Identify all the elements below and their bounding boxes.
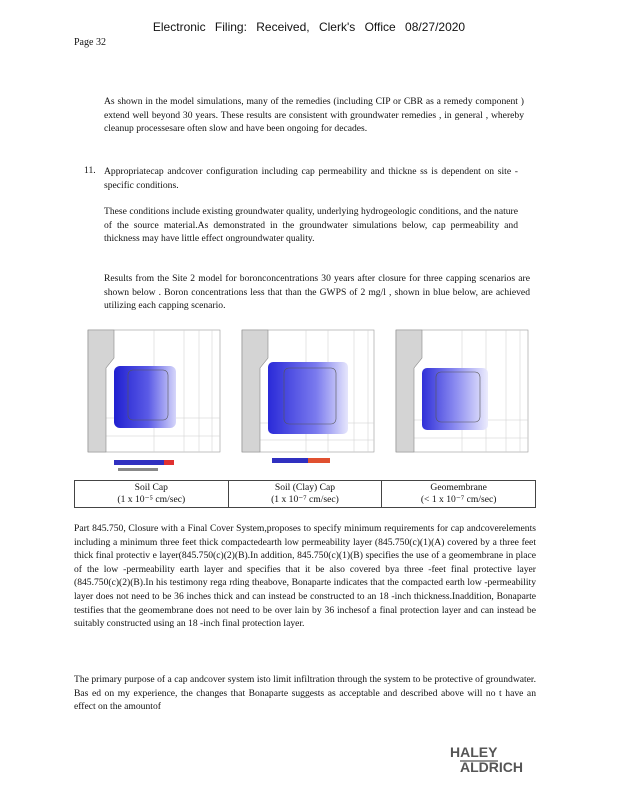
caption-cell [75,481,229,508]
paragraph-site-conditions: These conditions include existing groundwater quality, underlying hydrogeologic conditions, and the nature of the source material.As demonstrated in the groundwater simulations below, cap permeability and thickness may have little effect ongroundwater quality. [104,206,518,245]
simulation-map-soil-cap [74,328,224,478]
caption-permeability: (1 x 10⁻⁵ cm/sec) [117,494,186,505]
simulation-panel-clay-cap [228,324,382,480]
paragraph-cap-configuration: Appropriatecap andcover configuration including cap permeability and thickne ss is dependent on site -specific conditions. [104,166,518,191]
simulation-map-clay-cap [228,328,378,478]
caption-permeability: (1 x 10⁻⁷ cm/sec) [271,494,339,505]
list-item-number: 11. [84,165,96,176]
haley-aldrich-logo [448,744,548,778]
simulation-panel-soil-cap [74,324,228,480]
logo-mark [448,744,548,778]
caption-label: Geomembrane [430,482,487,493]
caption-cell [228,481,382,508]
page-number: Page 32 [74,37,106,48]
model-simulation-figure [74,324,536,480]
filing-header: Electronic Filing: Received, Clerk's Office 08/27/2020 [152,20,466,34]
simulation-map-geomembrane [382,328,532,478]
logo-text-haley: HALEY [450,744,498,760]
logo-text-aldrich: ALDRICH [460,759,523,775]
paragraph-boron-results: Results from the Site 2 model for boronconcentrations 30 years after closure for three capping scenarios are shown below . Boron concentrations less that than the GWPS of 2 mg/l , shown in blue below, are achieved utilizing each capping scenario. [104,273,530,312]
paragraph-remedies: As shown in the model simulations, many of the remedies (including CIP or CBR as a remedy component ) extend well beyond 30 years. These results are consistent with groundwater remedies , in general , whereby cleanup processesare often slow and have been ongoing for decades. [104,96,524,135]
caption-label: Soil (Clay) Cap [274,482,336,493]
caption-cell [382,481,536,508]
caption-permeability: (< 1 x 10⁻⁷ cm/sec) [420,494,497,505]
simulation-panel-geomembrane [382,324,536,480]
figure-caption-table [74,480,536,508]
paragraph-cap-purpose: The primary purpose of a cap andcover system isto limit infiltration through the system to be protective of groundwater. Bas ed on my experience, the changes that Bonaparte suggests as acceptable and described above will no t have an effect on the amountof [74,674,536,713]
caption-label: Soil Cap [134,482,168,493]
paragraph-part-845-750: Part 845.750, Closure with a Final Cover System,proposes to specify minimum requirements for cap andcoverelements including a minimum three feet thick compactedearth low permeability layer (845.750(c)(1)(A) covered by a three feet thick final protectiv e layer(845.750(c)(2)(B).In addition, 845.750(c)(1)(B) specifies the use of a geomembrane in place of the low -permeability earth layer and specifies that it be also covered bya three -feet final protective layer (845.750(c)(2)(B).In his testimony rega rding theabove, Bonaparte indicates that the compacted earth low -permeability layer does not need to be 36 inches thick and can instead be constructed to an 18 -inch thickness.Inaddition, Bonaparte testifies that the geomembrane does not need to be over lain by 36 inchesof a final protection layer and can instead be suitably constructed using an 18 -inch final protection layer. [74,523,536,630]
